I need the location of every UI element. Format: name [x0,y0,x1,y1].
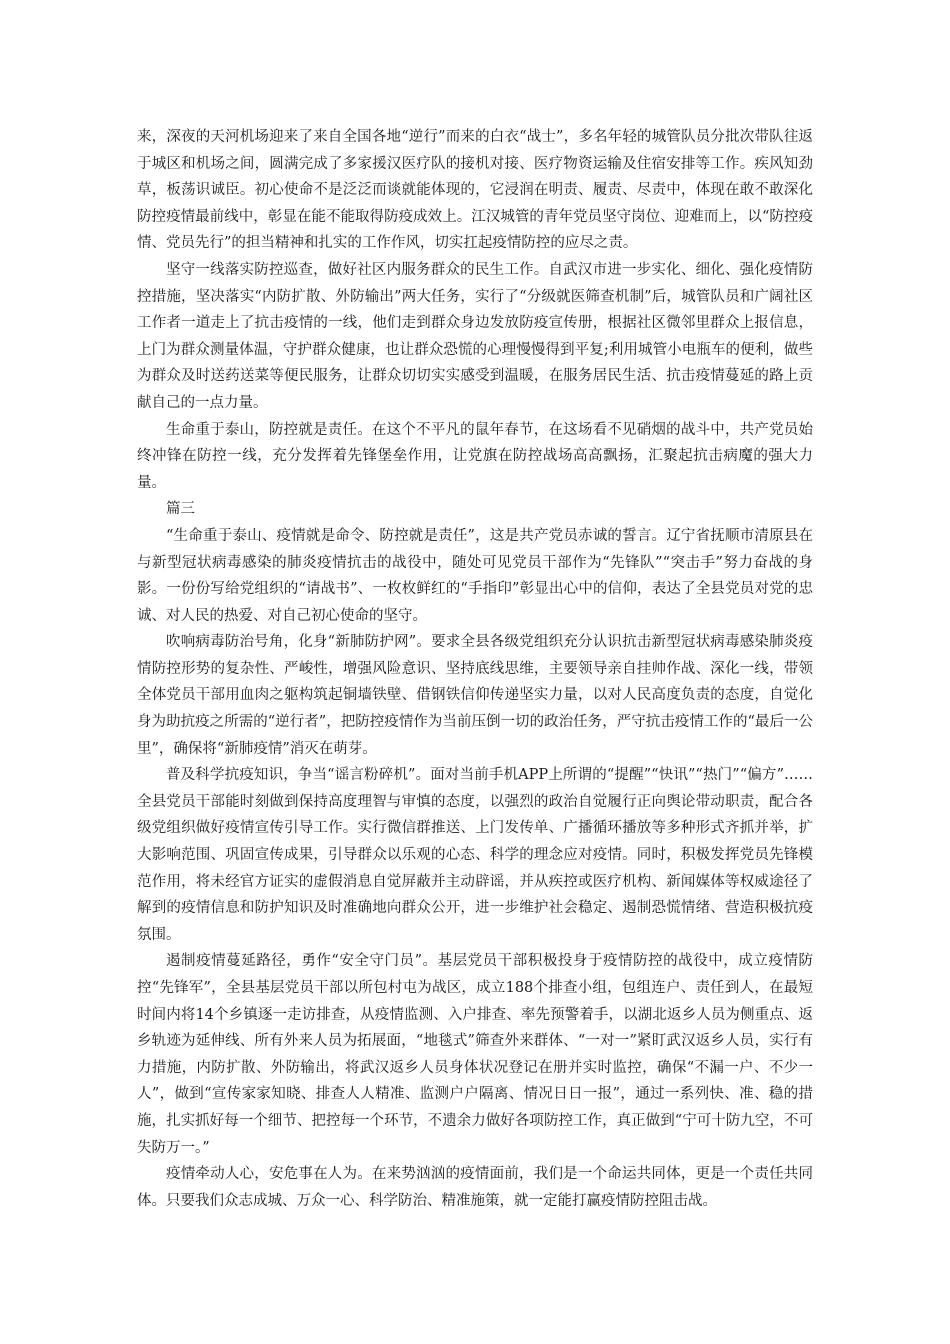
paragraph-gatekeeper: 遏制疫情蔓延路径，勇作“安全守门员”。基层党员干部积极投身于疫情防控的战役中，成立疫情防控“先锋军”，全县基层党员干部以所包村屯为战区，成立188个排查小组，包组连户、责任到人，在最短时间内将14个乡镇逐一走访排查，从疫情监测、入户排查、率先预警着手，以湖北返乡人员为侧重点、返乡轨迹为延伸线、所有外来人员为拓展面，“地毯式”筛查外来群体、“一对一”紧盯武汉返乡人员，实行有力措施，内防扩散、外防输出，将武汉返乡人员身体状况登记在册并实时监控，确保“不漏一户、不少一人”，做到“宣传家家知晓、排查人人精准、监测户户隔离、情况日日一报”，通过一系列快、准、稳的措施，扎实抓好每一个细节、把控每一个环节，不遗余力做好各项防控工作，真正做到“宁可十防九空，不可失防万一。” [137,953,813,1156]
paragraph-frontline-patrol: 坚守一线落实防控巡查，做好社区内服务群众的民生工作。自武汉市进一步实化、细化、强化疫情防控措施，坚决落实“内防扩散、外防输出”两大任务，实行了“分级就医筛查机制”后，城管队员和广阔社区工作者一道走上了抗击疫情的一线，他们走到群众身边发放防疫宣传册，根据社区微邻里群众上报信息，上门为群众测量体温，守护群众健康，也让群众恐慌的心理慢慢得到平复;利用城管小电瓶车的便利，做些为群众及时送药送菜等便民服务，让群众切切实实感受到温暖，在服务居民生活、抗击疫情蔓延的路上贡献自己的一点力量。 [137,261,813,411]
paragraph-rumor-crusher: 普及科学抗疫知识，争当“谣言粉碎机”。面对当前手机APP上所谓的“提醒”“快讯”“热门”“偏方”……全县党员干部能时刻做到保持高度理智与审慎的态度，以强烈的政治自觉履行正向舆论带动职责，配合各级党组织做好疫情宣传引导工作。实行微信群推送、上门发传单、广播循环播放等多种形式齐抓并举，扩大影响范围、巩固宣传成果，引导群众以乐观的心态、科学的理念应对疫情。同时，积极发挥党员先锋模范作用，将未经官方证实的虚假消息自觉屏蔽并主动辟谣，并从疾控或医疗机构、新闻媒体等权威途径了解到的疫情信息和防护知识及时准确地向群众公开，进一步维护社会稳定、遏制恐慌情绪、营造积极抗疫氛围。 [137,767,813,943]
paragraph-oath: “生命重于泰山、疫情就是命令、防控就是责任”，这是共产党员赤诚的誓言。辽宁省抚顺市清原县在与新型冠状病毒感染的肺炎疫情抗击的战役中，随处可见党员干部作为“先锋队”“突击手”努力奋战的身影。一份份写给党组织的“请战书”、一枚枚鲜红的“手指印”彰显出心中的信仰，表达了全县党员对党的忠诚、对人民的热爱、对自己初心使命的坚守。 [137,527,813,624]
paragraph-defense-network: 吹响病毒防治号角，化身“新肺防护网”。要求全县各级党组织充分认识抗击新型冠状病毒感染肺炎疫情防控形势的复杂性、严峻性，增强风险意识、坚持底线思维，主要领导亲自挂帅作战、深化一线，带领全体党员干部用血肉之躯构筑起铜墙铁壁、借钢铁信仰传递坚实力量，以对人民高度负责的态度，自觉化身为助抗疫之所需的“逆行者”，把防控疫情作为当前压倒一切的政治任务，严守抗击疫情工作的“最后一公里”，确保将“新肺疫情”消灭在萌芽。 [137,634,814,757]
document-body [137,124,813,1214]
paragraph-continuation: 来，深夜的天河机场迎来了来自全国各地“逆行”而来的白衣“战士”，多名年轻的城管队员分批次带队往返于城区和机场之间，圆满完成了多家援汉医疗队的接机对接、医疗物资运输及住宿安排等工作。疾风知劲草，板荡识诚臣。初心使命不是泛泛而谈就能体现的，它浸润在明责、履责、尽责中，体现在敢不敢深化防控疫情最前线中，彰显在能不能取得防疫成效上。江汉城管的青年党员坚守岗位、迎难而上，以“防控疫情、党员先行”的担当精神和扎实的工作作风，切实扛起疫情防控的应尽之责。 [137,129,813,252]
paragraph-community: 疫情牵动人心，安危事在人为。在来势汹汹的疫情面前，我们是一个命运共同体，更是一个责任共同体。只要我们众志成城、万众一心、科学防治、精准施策，就一定能打赢疫情防控阻击战。 [137,1166,813,1209]
section-heading: 篇三 [166,501,195,518]
paragraph-life-over-mountain: 生命重于泰山，防控就是责任。在这个不平凡的鼠年春节，在这场看不见硝烟的战斗中，共产党员始终冲锋在防控一线，充分发挥着先锋堡垒作用，让党旗在防控战场高高飘扬，汇聚起抗击病魔的强大力量。 [137,421,813,491]
